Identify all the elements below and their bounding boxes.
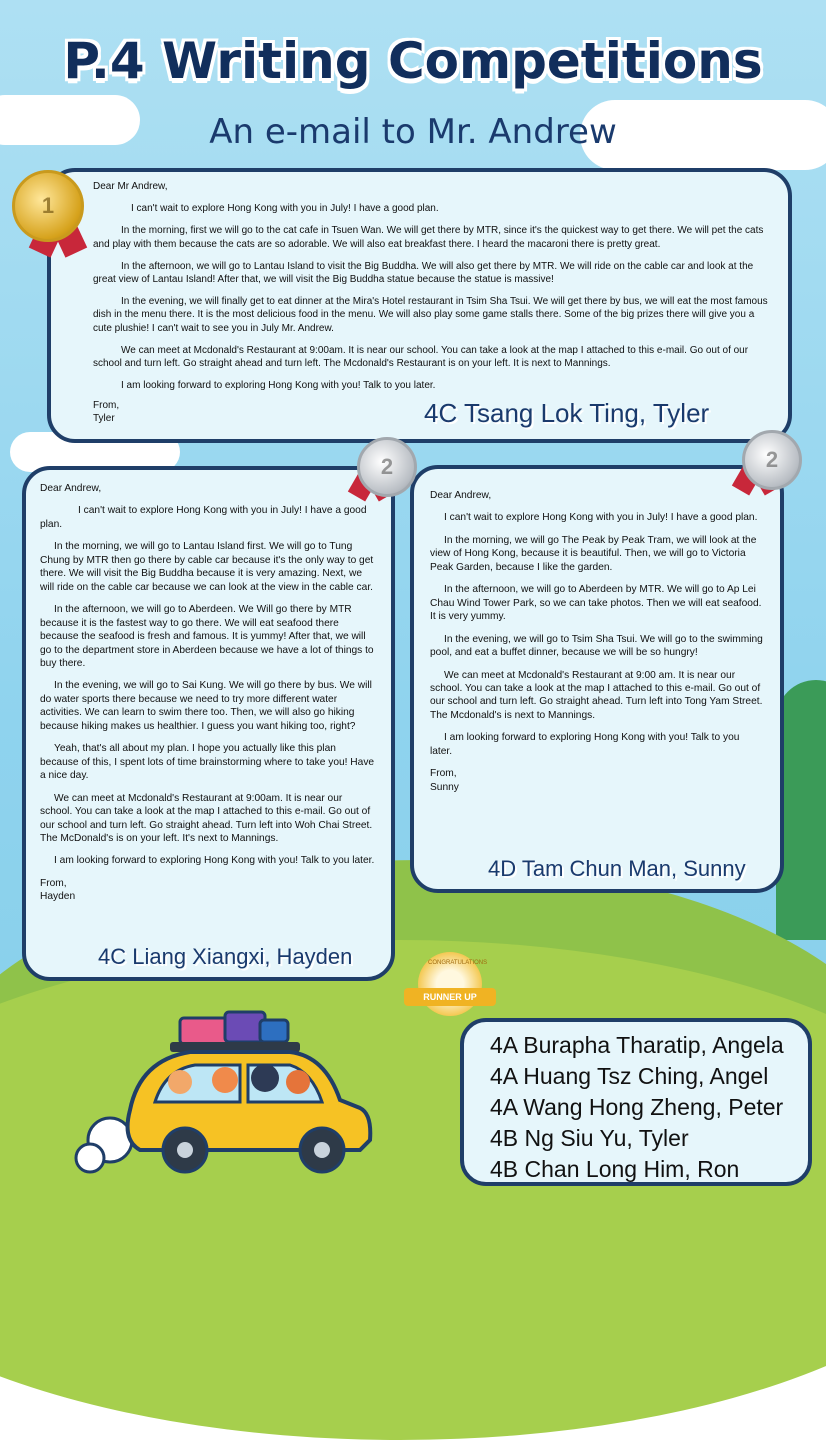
first-place-winner: 4C Tsang Lok Ting, Tyler xyxy=(424,398,710,428)
letter-paragraph: We can meet at Mcdonald's Restaurant at 9:00am. It is near our school. You can take a look at the map I attached to this e-mail. Go out of our school and turn left. Go straight ahead and turn left. The Mcdonald's Restaurant is on your left. It is next to Mannings. xyxy=(93,344,749,369)
list-item: 4B Ng Siu Yu, Tyler xyxy=(490,1125,689,1151)
letter-greeting: Dear Mr Andrew, xyxy=(93,181,168,192)
list-item: 4A Huang Tsz Ching, Angel xyxy=(490,1063,769,1089)
letter-signature: Tyler xyxy=(93,413,115,425)
silver-medal-icon: 2 xyxy=(742,430,802,490)
letter-signoff: From, xyxy=(40,877,67,889)
list-item: 4A Wang Hong Zheng, Peter xyxy=(490,1094,784,1120)
silver-medal-icon: 2 xyxy=(357,437,417,497)
letter-paragraph: In the evening, we will finally get to eat dinner at the Mira's Hotel restaurant in Tsim Sha Tsui. We will get there by bus, we will eat the most famous dish in the menu there. It is the most delicious food in the menu. We will also play some game stalls there. Some of the big prizes there will give you a cute plushie! I can't wait to see you in July Mr. Andrew. xyxy=(93,296,768,334)
letter-signoff: From, xyxy=(430,768,457,780)
letter-paragraph: In the afternoon, we will go to Aberdeen. We Will go there by MTR because it is the fastest way to go there. We will eat seafood there because the seafood is fresh and famous. It is yummy! After that, we will go to the department store in Aberdeen because we have a lot of things to buy there. xyxy=(40,604,374,669)
letter-paragraph: I am looking forward to exploring Hong Kong with you! Talk to you later. xyxy=(54,855,375,867)
letter-greeting: Dear Andrew, xyxy=(40,483,102,494)
letter-signature: Hayden xyxy=(40,891,76,903)
letter-greeting: Dear Andrew, xyxy=(430,490,492,501)
letter-paragraph: In the morning, we will go to Lantau Island first. We will go to Tung Chung by MTR then go there by cable car because it's the only way to get there. We will visit the Big Buddha because it is very amazing. Next, we will ride on the cable car because we can look at the view in the cable car. xyxy=(40,541,374,593)
letter-paragraph: Yeah, that's all about my plan. I hope you actually like this plan because of this, I spent lots of time brainstorming where to take you! Have a nice day. xyxy=(40,743,375,782)
exhaust-cloud-icon xyxy=(76,1118,132,1172)
list-item: 4A Burapha Tharatip, Angela xyxy=(490,1032,784,1058)
letter-paragraph: In the evening, we will go to Tsim Sha Tsui. We will go to the swimming pool, and eat a buffet dinner, because we will be so hungry! xyxy=(430,633,763,659)
luggage-icon xyxy=(170,1012,300,1052)
runner-up-list xyxy=(460,1018,812,1186)
list-item: 4B Chan Long Him, Ron xyxy=(490,1156,740,1182)
page-subtitle: An e-mail to Mr. Andrew xyxy=(209,112,617,152)
letter-paragraph: I can't wait to explore Hong Kong with you in July! I have a good plan. xyxy=(444,512,758,524)
letter-paragraph: I can't wait to explore Hong Kong with you in July! I have a good plan. xyxy=(40,505,367,530)
second-place-winner-right: 4D Tam Chun Man, Sunny xyxy=(488,856,746,881)
car-illustration xyxy=(60,990,390,1190)
letter-signoff: From, xyxy=(93,400,120,412)
runner-up-badge: CONGRATULATIONS RUNNER UP xyxy=(404,948,496,1026)
second-place-letter-left xyxy=(22,466,395,981)
letter-paragraph: I can't wait to explore Hong Kong with you in July! I have a good plan. xyxy=(131,203,439,215)
letter-paragraph: In the afternoon, we will go to Aberdeen by MTR. We will go to Ap Lei Chau Wind Tower Park, so we can take photos. Then we will eat seafood. It is very yummy. xyxy=(430,584,762,623)
letter-paragraph: I am looking forward to exploring Hong Kong with you! Talk to you later. xyxy=(121,380,436,392)
letter-paragraph: We can meet at Mcdonald's Restaurant at 9:00am. It is near our school. You can take a look at the map I attached to this e-mail. Go out of our school and turn left. Go straight ahead. Turn left into Woh Chai Street. The McDonald's is on your left. It's next to Mannings. xyxy=(40,792,373,844)
page-title: P.4 Writing Competitions xyxy=(63,32,763,90)
second-place-letter-right xyxy=(410,465,784,893)
second-place-winner-left: 4C Liang Xiangxi, Hayden xyxy=(98,944,353,969)
letter-paragraph: In the afternoon, we will go to Lantau Island to visit the Big Buddha. We will also get there by MTR. We will ride on the cable car and look at the great view of Lantau Island! After that, we will visit the Big Buddha statue because the statue is massive! xyxy=(93,260,754,285)
letter-signature: Sunny xyxy=(430,781,459,793)
letter-paragraph: We can meet at Mcdonald's Restaurant at 9:00 am. It is near our school. You can take a look at the map I attached to this e-mail. Go out of our school and turn left. Go straight ahead. Turn left into Tong Yam Street. The Mcdonald's is next to Mannings. xyxy=(430,669,763,721)
letter-paragraph: In the evening, we will go to Sai Kung. We will go there by bus. We will do water sports there because we need to try more different water activities. We can learn to swim there too. Then, we will also go hiking because hiking makes us healthier. I guess you want hiking too, right? xyxy=(40,680,372,732)
letter-paragraph: In the morning, we will go The Peak by Peak Tram, we will look at the view of Hong Kong, because it is beautiful. Then, we will go to Victoria Peak Garden, because I like the garden. xyxy=(430,534,757,573)
gold-medal-icon: 1 xyxy=(12,170,84,242)
letter-paragraph: In the morning, first we will go to the cat cafe in Tsuen Wan. We will get there by MTR, since it's the quickest way to get there. We will pet the cats and play with them because the cats are so adorable. We will also eat breakfast there. I heard the macaroni there is pretty great. xyxy=(93,225,764,250)
letter-paragraph: I am looking forward to exploring Hong Kong with you! Talk to you later. xyxy=(430,732,740,757)
